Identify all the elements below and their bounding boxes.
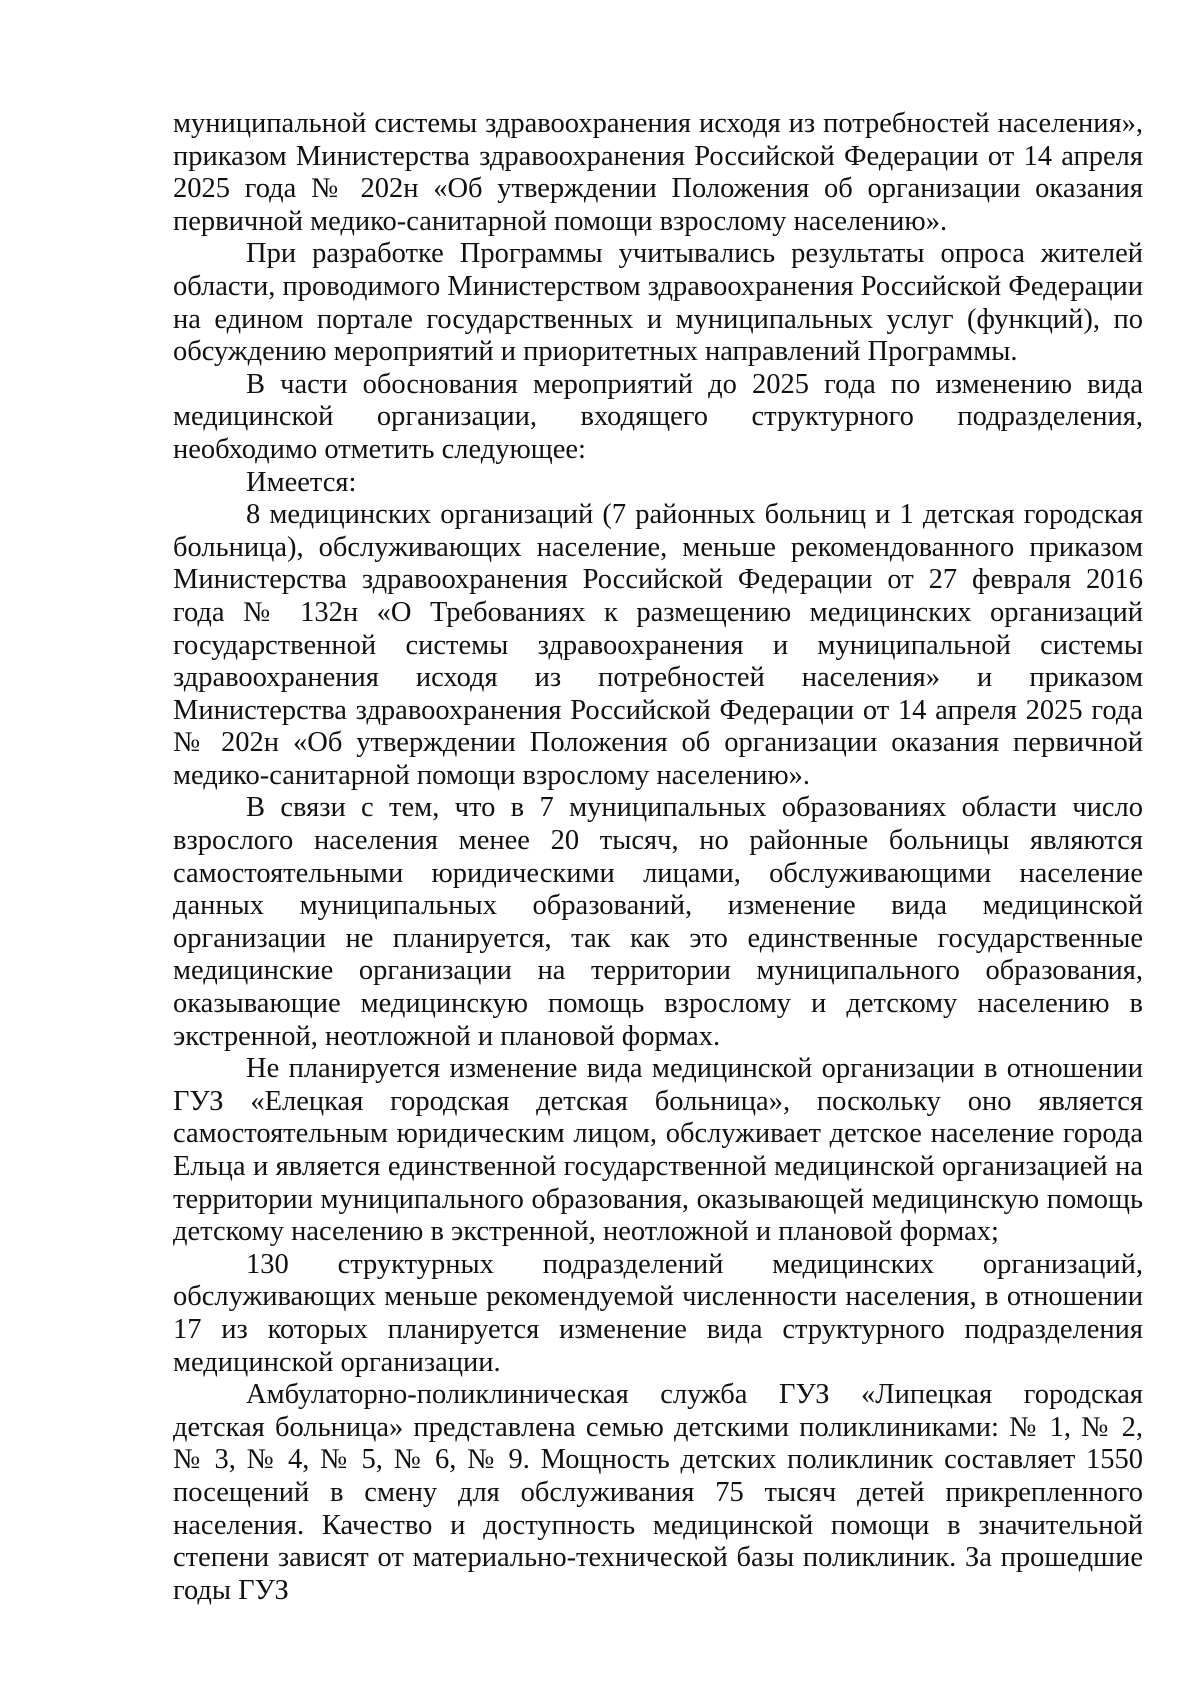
paragraph-continuation: муниципальной системы здравоохранения исходя из потребностей населения», приказом Министерства здравоохранения Российской Федерации от 14 апреля 2025 года № 202н «Об утверждении Положения об организации оказания первичной медико-санитарной помощи взрослому населению».	[173, 108, 1143, 237]
paragraph-seven-municipalities: В связи с тем, что в 7 муниципальных образованиях области число взрослого населения менее 20 тысяч, но районные больницы являются самостоятельными юридическими лицами, обслуживающими население данных муниципальных образований, изменение вида медицинской организации не планируется, так как это единственные государственные медицинские организации на территории муниципального образования, оказывающие медицинскую помощь взрослому и детскому населению в экстренной, неотложной и плановой формах.	[173, 792, 1143, 1052]
paragraph-available: Имеется:	[246, 466, 357, 498]
document-body	[173, 108, 1143, 1607]
paragraph-justification: В части обоснования мероприятий до 2025 года по изменению вида медицинской организации, входящего структурного подразделения, необходимо отметить следующее:	[173, 368, 1143, 465]
paragraph-eight-organizations: 8 медицинских организаций (7 районных больниц и 1 детская городская больница), обслуживающих население, меньше рекомендованного приказом Министерства здравоохранения Российской Федерации от 27 февраля 2016 года № 132н «О Требованиях к размещению медицинских организаций государственной системы здравоохранения и муниципальной системы здравоохранения исходя из потребностей населения» и приказом Министерства здравоохранения Российской Федерации от 14 апреля 2025 года № 202н «Об утверждении Положения об организации оказания первичной медико-санитарной помощи взрослому населению».	[173, 499, 1143, 791]
paragraph-yelets-hospital: Не планируется изменение вида медицинской организации в отношении ГУЗ «Елецкая городская детская больница», поскольку оно является самостоятельным юридическим лицом, обслуживает детское население города Ельца и является единственной государственной медицинской организацией на территории муниципального образования, оказывающей медицинскую помощь детскому населению в экстренной, неотложной и плановой формах;	[173, 1053, 1143, 1248]
paragraph-lipetsk-polyclinics: Амбулаторно-поликлиническая служба ГУЗ «Липецкая городская детская больница» представлена семью детскими поликлиниками: № 1, № 2, № 3, № 4, № 5, № 6, № 9. Мощность детских поликлиник составляет 1550 посещений в смену для обслуживания 75 тысяч детей прикрепленного населения. Качество и доступность медицинской помощи в значительной степени зависят от материально-технической базы поликлиник. За прошедшие годы ГУЗ	[173, 1379, 1143, 1606]
paragraph-structural-units: 130 структурных подразделений медицинских организаций, обслуживающих меньше рекомендуемой численности населения, в отношении 17 из которых планируется изменение вида структурного подразделения медицинской организации.	[173, 1248, 1143, 1378]
paragraph-survey: При разработке Программы учитывались результаты опроса жителей области, проводимого Министерством здравоохранения Российской Федерации на едином портале государственных и муниципальных услуг (функций), по обсуждению мероприятий и приоритетных направлений Программы.	[173, 238, 1143, 368]
